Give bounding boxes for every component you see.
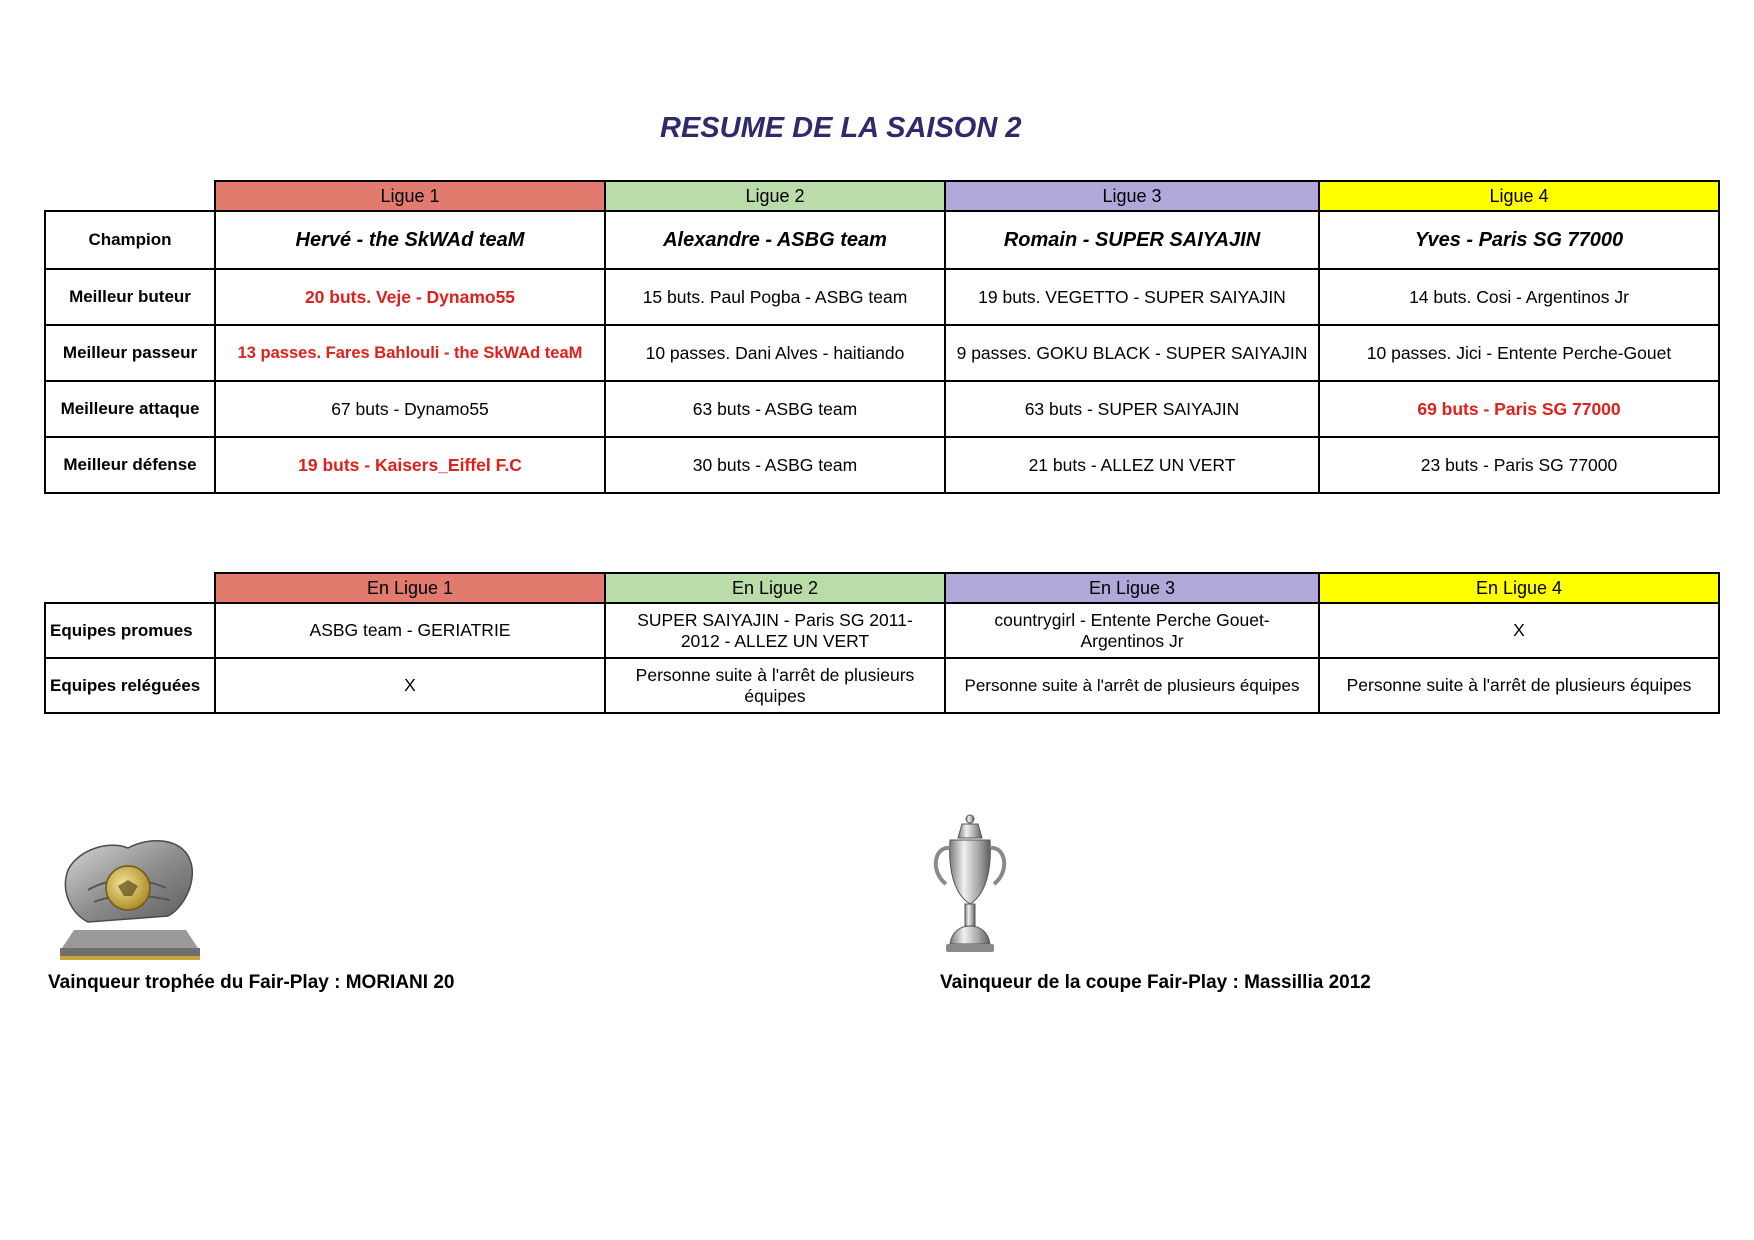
handshake-trophy-icon xyxy=(58,830,204,962)
row-label-champion: Champion xyxy=(45,211,215,269)
header-en-ligue-2: En Ligue 2 xyxy=(605,573,945,603)
table-row xyxy=(45,381,1719,437)
row-label-meilleur-buteur: Meilleur buteur xyxy=(45,269,215,325)
promotion-relegation-table xyxy=(44,572,1720,714)
table-cell: 23 buts - Paris SG 77000 xyxy=(1319,437,1719,493)
fair-play-trophy-winner: Vainqueur trophée du Fair-Play : MORIANI 20 xyxy=(48,972,455,993)
table-row xyxy=(45,658,1719,713)
table-row xyxy=(45,437,1719,493)
header-ligue-3: Ligue 3 xyxy=(945,181,1319,211)
row-label-equipes-promues: Equipes promues xyxy=(45,603,215,658)
table-corner xyxy=(45,181,215,211)
table-cell-highlight: 19 buts - Kaisers_Eiffel F.C xyxy=(215,437,605,493)
table-cell: 14 buts. Cosi - Argentinos Jr xyxy=(1319,269,1719,325)
header-ligue-2: Ligue 2 xyxy=(605,181,945,211)
header-en-ligue-3: En Ligue 3 xyxy=(945,573,1319,603)
table-cell: Hervé - the SkWAd teaM xyxy=(215,211,605,269)
table-cell: 21 buts - ALLEZ UN VERT xyxy=(945,437,1319,493)
table-cell: ASBG team - GERIATRIE xyxy=(215,603,605,658)
table-cell: X xyxy=(215,658,605,713)
table-cell: 63 buts - SUPER SAIYAJIN xyxy=(945,381,1319,437)
page-title: RESUME DE LA SAISON 2 xyxy=(660,112,1022,144)
header-ligue-1: Ligue 1 xyxy=(215,181,605,211)
row-label-meilleur-passeur: Meilleur passeur xyxy=(45,325,215,381)
header-ligue-4: Ligue 4 xyxy=(1319,181,1719,211)
header-en-ligue-4: En Ligue 4 xyxy=(1319,573,1719,603)
table-cell: SUPER SAIYAJIN - Paris SG 2011-2012 - ALLEZ UN VERT xyxy=(605,603,945,658)
table-cell: Personne suite à l'arrêt de plusieurs équipes xyxy=(605,658,945,713)
table-row xyxy=(45,211,1719,269)
table-header-row xyxy=(45,181,1719,211)
table-row xyxy=(45,269,1719,325)
table-cell-highlight: 69 buts - Paris SG 77000 xyxy=(1319,381,1719,437)
table-cell: Yves - Paris SG 77000 xyxy=(1319,211,1719,269)
table-cell: 10 passes. Dani Alves - haitiando xyxy=(605,325,945,381)
row-label-equipes-releguees: Equipes reléguées xyxy=(45,658,215,713)
table-corner xyxy=(45,573,215,603)
table-cell: 30 buts - ASBG team xyxy=(605,437,945,493)
table-cell-highlight: 20 buts. Veje - Dynamo55 xyxy=(215,269,605,325)
table-header-row xyxy=(45,573,1719,603)
table-cell: 9 passes. GOKU BLACK - SUPER SAIYAJIN xyxy=(945,325,1319,381)
table-cell: Alexandre - ASBG team xyxy=(605,211,945,269)
cup-trophy-icon xyxy=(928,814,1012,960)
table-cell: 63 buts - ASBG team xyxy=(605,381,945,437)
header-en-ligue-1: En Ligue 1 xyxy=(215,573,605,603)
table-cell: X xyxy=(1319,603,1719,658)
table-cell: countrygirl - Entente Perche Gouet-Argentinos Jr xyxy=(945,603,1319,658)
table-cell: 19 buts. VEGETTO - SUPER SAIYAJIN xyxy=(945,269,1319,325)
fair-play-cup-winner: Vainqueur de la coupe Fair-Play : Massillia 2012 xyxy=(940,972,1371,993)
table-cell: 15 buts. Paul Pogba - ASBG team xyxy=(605,269,945,325)
table-cell: Personne suite à l'arrêt de plusieurs équipes xyxy=(1319,658,1719,713)
row-label-meilleure-attaque: Meilleure attaque xyxy=(45,381,215,437)
table-cell: Romain - SUPER SAIYAJIN xyxy=(945,211,1319,269)
table-row xyxy=(45,325,1719,381)
table-row xyxy=(45,603,1719,658)
table-cell: 10 passes. Jici - Entente Perche-Gouet xyxy=(1319,325,1719,381)
table-cell-highlight: 13 passes. Fares Bahlouli - the SkWAd teaM xyxy=(215,325,605,381)
table-cell: 67 buts - Dynamo55 xyxy=(215,381,605,437)
row-label-meilleur-defense: Meilleur défense xyxy=(45,437,215,493)
season-summary-table xyxy=(44,180,1720,494)
table-cell: Personne suite à l'arrêt de plusieurs équipes xyxy=(945,658,1319,713)
